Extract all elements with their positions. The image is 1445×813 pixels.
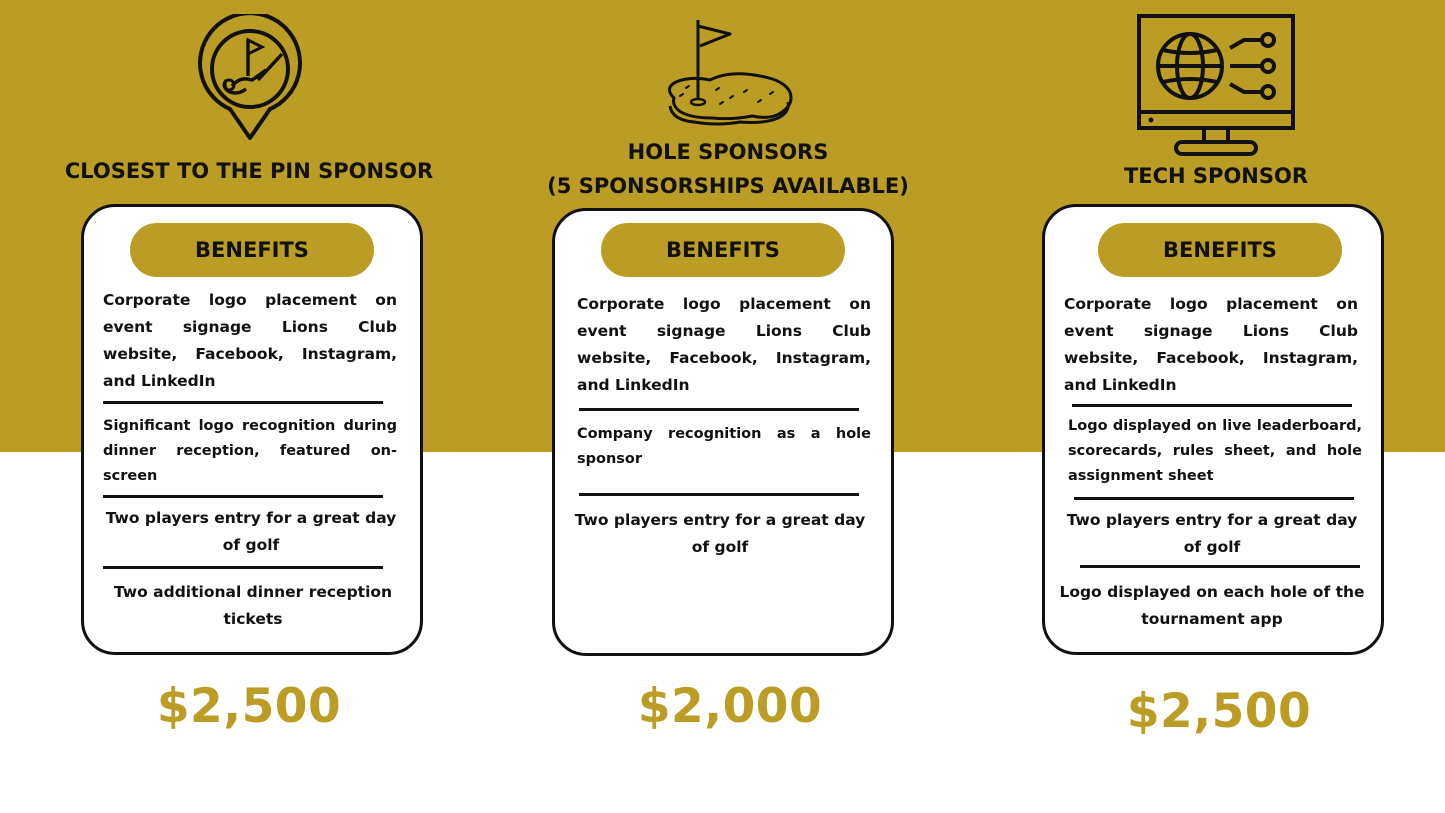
benefits-card-closest-to-pin [81,204,423,655]
benefit-item: Corporate logo placement on event signage Lions Club website, Facebook, Instagram, and LinkedIn [1064,295,1358,394]
price-closest-to-pin: $2,500 [156,679,342,734]
monitor-globe-network-icon [1134,12,1298,162]
benefit-item: Significant logo recognition during dinner reception, featured on-screen [103,418,397,484]
price-tech-sponsor: $2,500 [1126,684,1312,739]
hole-sponsors-title: HOLE SPONSORS [627,140,829,164]
divider [1080,565,1360,568]
hole-sponsors-availability: (5 SPONSORSHIPS AVAILABLE) [547,174,909,198]
divider [103,401,383,404]
benefit-item: Company recognition as a hole sponsor [577,426,871,467]
benefits-label: BENEFITS [601,223,845,277]
benefit-item: Two players entry for a great day of golf [1066,511,1358,556]
golf-pin-location-icon [196,14,304,144]
divider [579,493,859,496]
tech-sponsor-title: TECH SPONSOR [1123,164,1309,188]
benefit-item: Logo displayed on each hole of the tournament app [1059,583,1365,628]
divider [579,408,859,411]
benefits-label: BENEFITS [1098,223,1342,277]
benefit-item: Corporate logo placement on event signage Lions Club website, Facebook, Instagram, and LinkedIn [103,291,397,390]
divider [1074,497,1354,500]
divider [103,566,383,569]
benefits-card-tech-sponsor [1042,204,1384,655]
benefit-item: Corporate logo placement on event signage Lions Club website, Facebook, Instagram, and LinkedIn [577,295,871,394]
benefits-label: BENEFITS [130,223,374,277]
golf-flag-green-icon [660,14,796,138]
benefit-item: Logo displayed on live leaderboard, scorecards, rules sheet, and hole assignment sheet [1068,418,1362,484]
benefit-item: Two players entry for a great day of golf [574,511,866,556]
benefit-item: Two players entry for a great day of golf [105,509,397,554]
closest-to-pin-title: CLOSEST TO THE PIN SPONSOR [64,159,434,183]
benefits-card-hole-sponsors [552,208,894,656]
price-hole-sponsors: $2,000 [637,679,823,734]
benefit-item: Two additional dinner reception tickets [113,583,393,628]
divider [103,495,383,498]
divider [1072,404,1352,407]
